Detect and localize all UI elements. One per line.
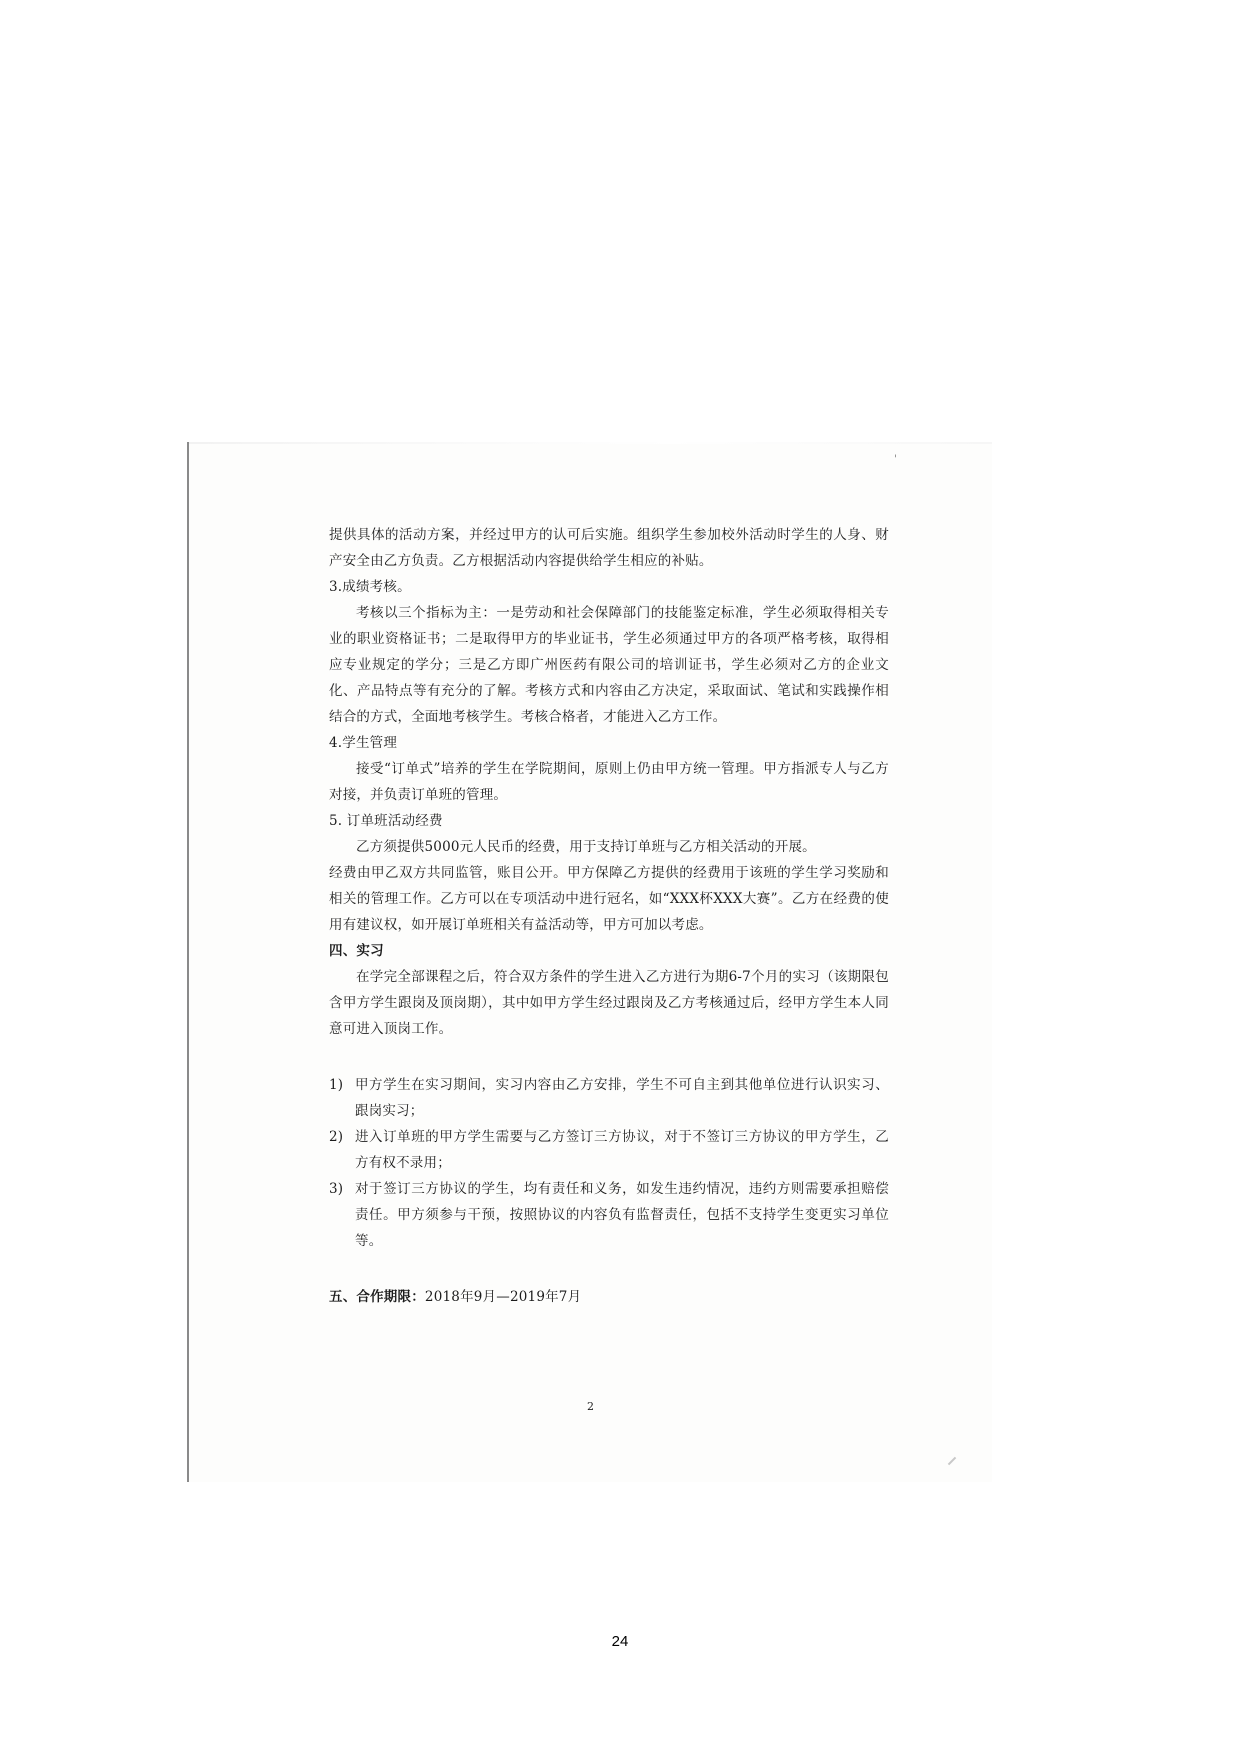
section-heading-internship: 四、实习: [329, 943, 384, 959]
list-item-text: 甲方学生在实习期间，实习内容由乙方安排，学生不可自主到其他单位进行认识实习、跟岗实习；: [355, 1077, 889, 1119]
paragraph-internship: 在学完全部课程之后，符合双方条件的学生进入乙方进行为期6-7个月的实习（该期限包含甲方学生跟岗及顶岗期），其中如甲方学生经过跟岗及乙方考核通过后，经甲方学生本人同意可进入顶岗工作。: [329, 969, 889, 1037]
list-item: [329, 1124, 889, 1176]
document-page-number: 24: [611, 1633, 629, 1650]
list-item-text: 对于签订三方协议的学生，均有责任和义务，如发生违约情况，违约方则需要承担赔偿责任。甲方须参与干预，按照协议的内容负有监督责任，包括不支持学生变更实习单位等。: [355, 1181, 889, 1249]
section-heading-student-management: 4.学生管理: [329, 735, 398, 751]
paragraph-student-management: 接受“订单式”培养的学生在学院期间，原则上仍由甲方统一管理。甲方指派专人与乙方对接，并负责订单班的管理。: [329, 761, 889, 803]
scan-corner-mark: ': [894, 454, 897, 465]
paragraph-funding-supervision: 经费由甲乙双方共同监管，账目公开。甲方保障乙方提供的经费用于该班的学生学习奖励和相关的管理工作。乙方可以在专项活动中进行冠名，如“XXX杯XXX大赛”。乙方在经费的使用有建议权，如开展订单班相关有益活动等，甲方可加以考虑。: [329, 865, 889, 933]
section-heading-funding: 5. 订单班活动经费: [329, 813, 443, 829]
cooperation-term: [329, 1284, 889, 1310]
paragraph-funding-amount: 乙方须提供5000元人民币的经费，用于支持订单班与乙方相关活动的开展。: [356, 839, 816, 855]
scan-bottom-corner-mark: [948, 1457, 956, 1465]
cooperation-term-value: 2018年9月—2019年7月: [424, 1289, 582, 1305]
scan-page-number: 2: [587, 1400, 594, 1413]
list-item-number: 1): [329, 1077, 344, 1093]
section-heading-assessment: 3.成绩考核。: [329, 579, 411, 595]
scanned-page: [187, 442, 992, 1482]
scan-content: [329, 522, 889, 1310]
list-item-number: 3): [329, 1181, 344, 1197]
list-item: [329, 1072, 889, 1124]
scan-top-edge: [189, 442, 992, 444]
list-item-number: 2): [329, 1129, 344, 1145]
list-item: [329, 1176, 889, 1254]
list-item-text: 进入订单班的甲方学生需要与乙方签订三方协议，对于不签订三方协议的甲方学生，乙方有权不录用；: [355, 1129, 889, 1171]
paragraph-activity-plan: 提供具体的活动方案，并经过甲方的认可后实施。组织学生参加校外活动时学生的人身、财产安全由乙方负责。乙方根据活动内容提供给学生相应的补贴。: [329, 527, 889, 569]
cooperation-term-label: 五、合作期限：: [329, 1289, 425, 1305]
paragraph-assessment: 考核以三个指标为主：一是劳动和社会保障部门的技能鉴定标准，学生必须取得相关专业的职业资格证书；二是取得甲方的毕业证书，学生必须通过甲方的各项严格考核，取得相应专业规定的学分；三是乙方即广州医药有限公司的培训证书，学生必须对乙方的企业文化、产品特点等有充分的了解。考核方式和内容由乙方决定，采取面试、笔试和实践操作相结合的方式，全面地考核学生。考核合格者，才能进入乙方工作。: [329, 605, 889, 725]
